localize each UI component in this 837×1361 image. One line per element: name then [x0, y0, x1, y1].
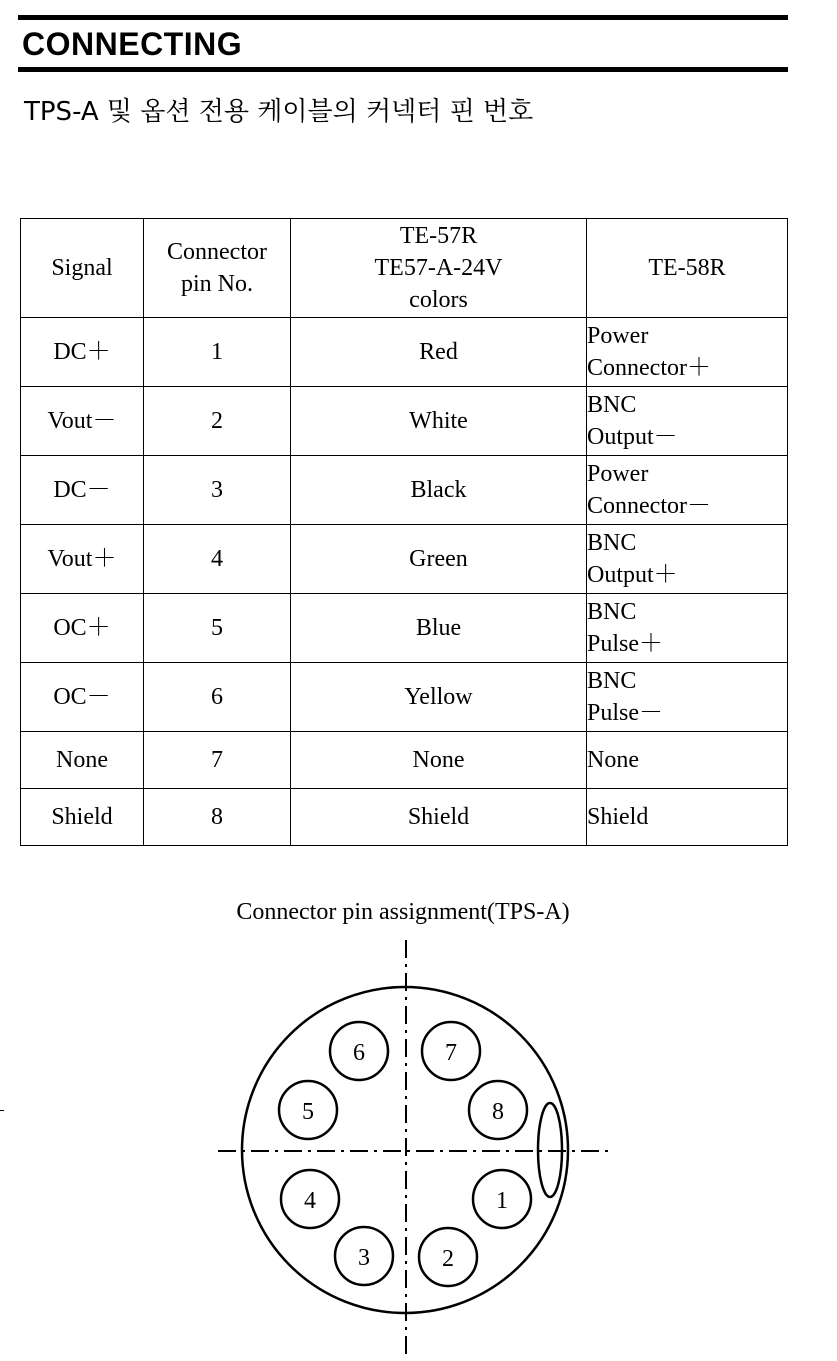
- pin-3: [335, 1227, 393, 1285]
- cell-pin: 7: [144, 732, 291, 789]
- header-colors-line3: colors: [409, 287, 468, 313]
- cell-pin: 8: [144, 789, 291, 846]
- table-row: [21, 663, 788, 732]
- cell-color: Yellow: [291, 663, 587, 732]
- cell-color: Shield: [291, 789, 587, 846]
- cell-color: None: [291, 732, 587, 789]
- cell-te58r: Shield: [587, 789, 788, 846]
- header-pin-line1: Connector: [167, 239, 267, 265]
- cell-te58r-line1: Power: [587, 461, 649, 487]
- cell-te58r-line1: BNC: [587, 668, 637, 694]
- cell-te58r-line2: Pulse－: [587, 700, 664, 726]
- pin-7-label: 7: [445, 1040, 457, 1066]
- cell-te58r-line2: Connector－: [587, 493, 711, 519]
- header-colors-line2: TE57-A-24V: [374, 255, 503, 281]
- header-signal: Signal: [21, 219, 144, 318]
- cell-signal: DC－: [21, 456, 144, 525]
- diagram-caption: Connector pin assignment(TPS-A): [236, 899, 570, 925]
- pin-8-label: 8: [492, 1099, 504, 1125]
- cell-signal: DC＋: [21, 318, 144, 387]
- cell-signal: OC－: [21, 663, 144, 732]
- table-header-row: [21, 219, 788, 318]
- header-pin-line2: pin No.: [181, 271, 253, 297]
- pin-2-label: 2: [442, 1246, 454, 1272]
- cell-pin: 6: [144, 663, 291, 732]
- pin-6: [330, 1022, 388, 1080]
- cell-signal: Vout＋: [21, 525, 144, 594]
- cell-color: Blue: [291, 594, 587, 663]
- cell-te58r: [587, 387, 788, 456]
- header-colors-line1: TE-57R: [399, 223, 478, 249]
- cell-signal: Shield: [21, 789, 144, 846]
- cell-te58r: [587, 318, 788, 387]
- margin-tick: [0, 1110, 4, 1111]
- pin-4: [281, 1170, 339, 1228]
- cell-te58r-line2: Output＋: [587, 562, 678, 588]
- header-te58r: TE-58R: [587, 219, 788, 318]
- section-subtitle: TPS-A 및 옵션 전용 케이블의 커넥터 핀 번호: [24, 97, 534, 127]
- cell-te58r: [587, 663, 788, 732]
- section-heading: CONNECTING: [22, 26, 243, 62]
- cell-pin: 4: [144, 525, 291, 594]
- pin-1: [473, 1170, 531, 1228]
- cell-te58r-line1: BNC: [587, 392, 637, 418]
- cell-te58r: [587, 456, 788, 525]
- cell-signal: None: [21, 732, 144, 789]
- cell-te58r-line1: BNC: [587, 530, 637, 556]
- pin-table: [20, 218, 788, 846]
- cell-color: Black: [291, 456, 587, 525]
- cell-te58r: [587, 594, 788, 663]
- cell-te58r-line2: Connector＋: [587, 355, 711, 381]
- cell-pin: 1: [144, 318, 291, 387]
- cell-te58r-line2: Pulse＋: [587, 631, 664, 657]
- table-row: [21, 594, 788, 663]
- pin-5: [279, 1081, 337, 1139]
- pin-6-label: 6: [353, 1040, 365, 1066]
- pin-2: [419, 1228, 477, 1286]
- table-row: [21, 387, 788, 456]
- pin-7: [422, 1022, 480, 1080]
- pin-8: [469, 1081, 527, 1139]
- heading-rule-bottom: [18, 67, 788, 72]
- cell-color: White: [291, 387, 587, 456]
- cell-pin: 3: [144, 456, 291, 525]
- cell-signal: Vout－: [21, 387, 144, 456]
- cell-te58r-line1: Power: [587, 323, 649, 349]
- cell-te58r-line2: Output－: [587, 424, 678, 450]
- connector-diagram: [0, 930, 837, 1361]
- cell-te58r: None: [587, 732, 788, 789]
- table-row: [21, 732, 788, 789]
- pin-3-label: 3: [358, 1245, 370, 1271]
- header-colors: [291, 219, 587, 318]
- cell-pin: 5: [144, 594, 291, 663]
- cell-pin: 2: [144, 387, 291, 456]
- cell-color: Red: [291, 318, 587, 387]
- header-connector-pin: [144, 219, 291, 318]
- cell-te58r-line1: BNC: [587, 599, 637, 625]
- cell-signal: OC＋: [21, 594, 144, 663]
- heading-rule-top: [18, 15, 788, 20]
- cell-color: Green: [291, 525, 587, 594]
- pin-1-label: 1: [496, 1188, 508, 1214]
- pin-4-label: 4: [304, 1188, 316, 1214]
- table-row: [21, 318, 788, 387]
- pin-5-label: 5: [302, 1099, 314, 1125]
- table-row: [21, 789, 788, 846]
- cell-te58r: [587, 525, 788, 594]
- table-row: [21, 456, 788, 525]
- table-row: [21, 525, 788, 594]
